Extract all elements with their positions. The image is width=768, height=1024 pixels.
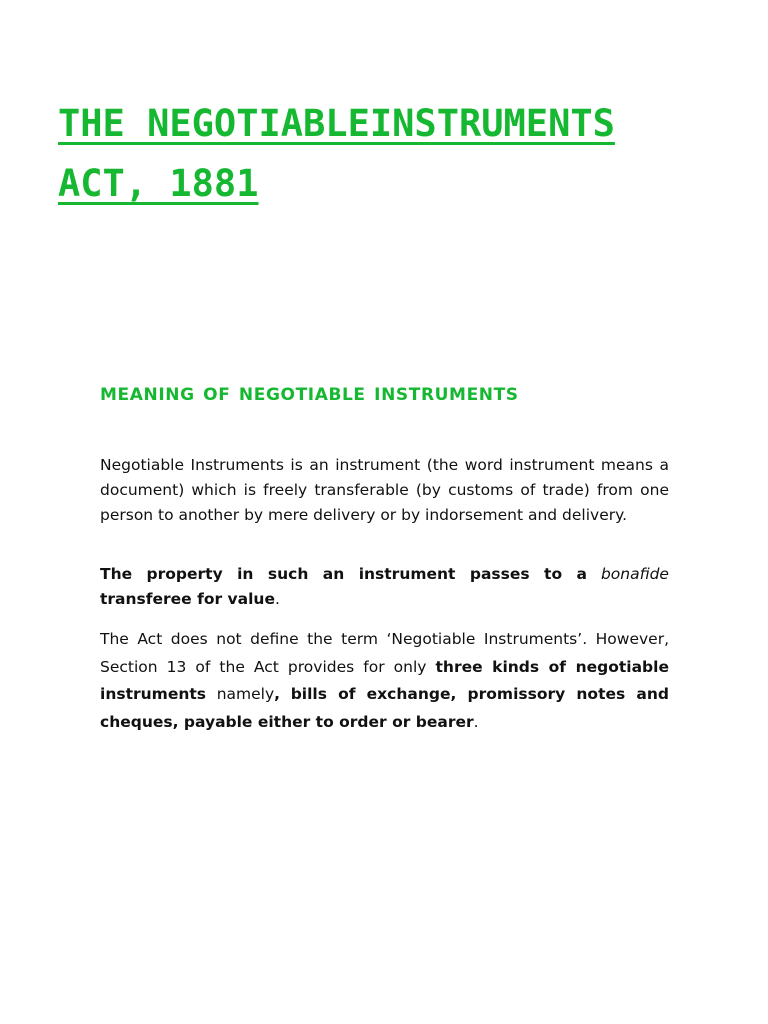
kinds-end-punct: . bbox=[473, 712, 479, 731]
paragraph-kinds bbox=[100, 626, 669, 736]
property-bold-start: The property in such an instrument passes to a bbox=[100, 565, 587, 583]
kinds-text-mid: namely bbox=[216, 685, 275, 703]
title-line-2: ACT, 1881 bbox=[58, 162, 259, 205]
section-heading: MEANING OF NEGOTIABLE INSTRUMENTS bbox=[100, 385, 519, 405]
paragraph-definition: Negotiable Instruments is an instrument (the word instrument means a document) which is freely transferable (by customs of trade) from one person to another by mere delivery or by indorsement and delivery. bbox=[100, 456, 669, 524]
document-title bbox=[58, 94, 615, 214]
bonafide-italic: bonafide bbox=[600, 565, 669, 583]
property-bold-end: transferee for value bbox=[100, 590, 275, 608]
kinds-comma: , bbox=[274, 685, 281, 703]
paragraph-property bbox=[100, 562, 669, 612]
kinds-list-bold: bills of exchange, promissory notes and cheques, payable either to order or bearer bbox=[100, 685, 669, 731]
kinds-text-start: The Act does not define the term ‘Negotiable Instruments’. However, Section 13 of the Act provides for only bbox=[100, 630, 669, 676]
kinds-bold: three kinds of negotiable instruments bbox=[100, 657, 669, 703]
property-end-punct: . bbox=[274, 590, 280, 608]
title-line-1: THE NEGOTIABLEINSTRUMENTS bbox=[58, 102, 615, 145]
